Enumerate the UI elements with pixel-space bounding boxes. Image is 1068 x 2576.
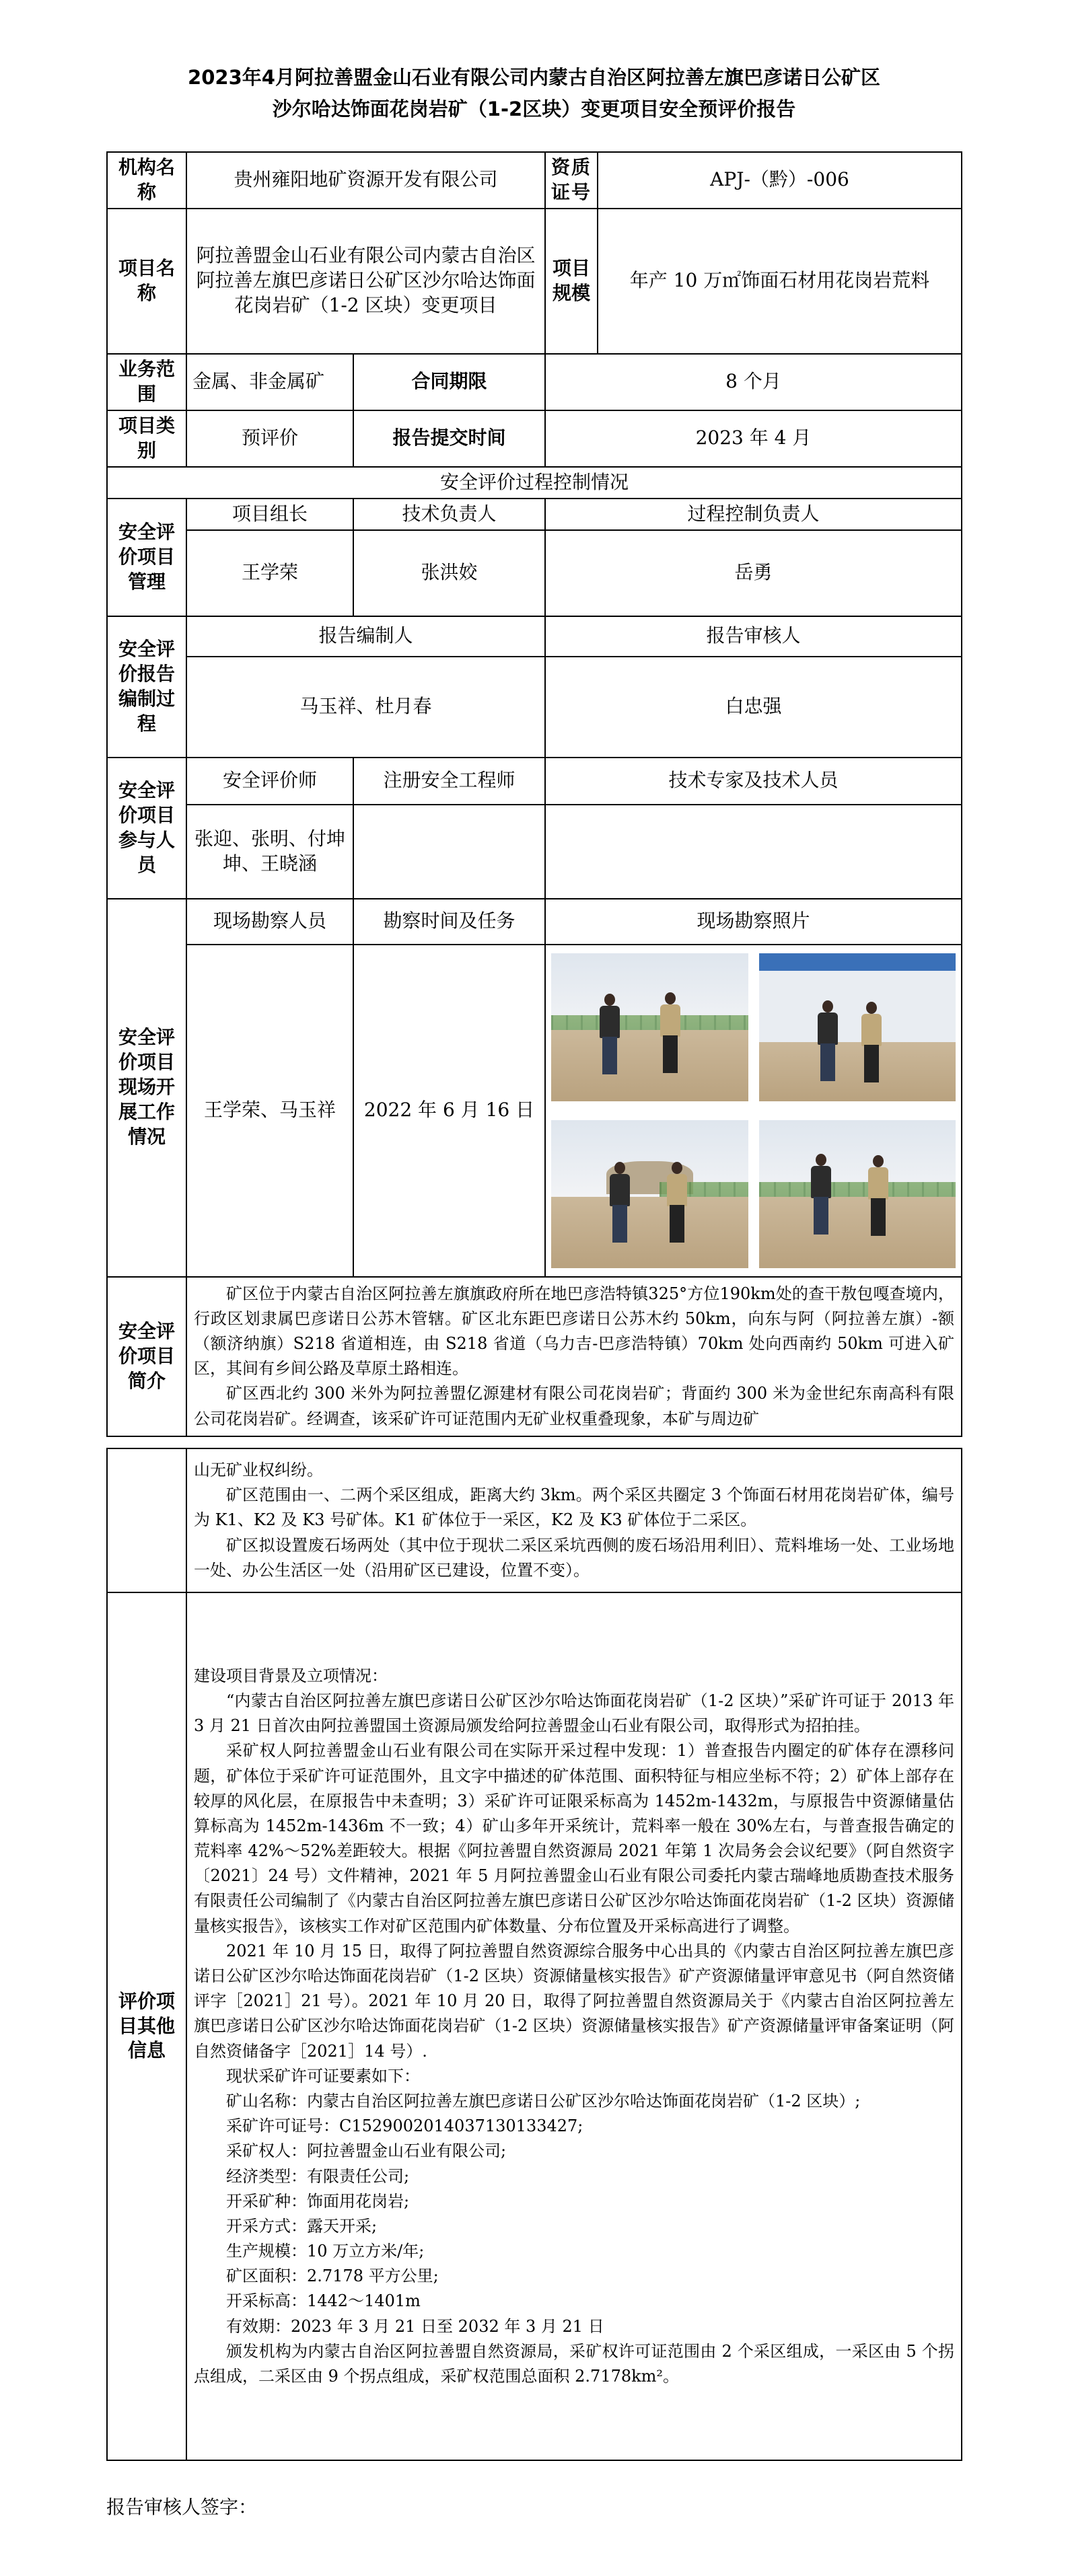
author-label: 报告编制人 — [186, 616, 545, 657]
report-title-line-1: 2023年4月阿拉善盟金山石业有限公司内蒙古自治区阿拉善左旗巴彦诺日公矿区 — [188, 66, 880, 89]
process-lead-value: 岳勇 — [545, 530, 962, 616]
evaluation-form-table — [106, 151, 962, 1437]
license-item-1: 矿山名称：内蒙古自治区阿拉善左旗巴彦诺日公矿区沙尔哈达饰面花岗岩矿（1-2 区块）; — [226, 2091, 861, 2110]
contract-label: 合同期限 — [353, 354, 545, 410]
evaluation-form-table-continued — [106, 1448, 962, 2461]
mgmt-label: 安全评价项目管理 — [107, 499, 186, 616]
project-name-label: 项目名称 — [107, 209, 186, 354]
license-item-6: 开采方式：露天开采; — [226, 2216, 378, 2236]
reviewer-label: 报告审核人 — [545, 616, 962, 657]
type-label: 项目类别 — [107, 410, 186, 467]
other-paragraph-3: 2021 年 10 月 15 日，取得了阿拉善盟自然资源综合服务中心出具的《内蒙古自治区阿拉善左旗巴彦诺日公矿区沙尔哈达饰面花岗岩矿（1-2 区块）资源储量核实报告》矿产资源储量评审意见书（阿自然资储评字［2021］21 号）。2021 年 10 月 20 日，取得了阿拉善盟自然资源局关于《内蒙古自治区阿拉善左旗巴彦诺日公矿区沙尔哈达饰面花岗岩矿（1-2 区块）资源储量核实报告》矿产资源储量评审备案证明（阿自然资储备字［2021］14 号）. — [194, 1941, 954, 2061]
other-paragraph-1: “内蒙古自治区阿拉善左旗巴彦诺日公矿区沙尔哈达饰面花岗岩矿（1-2 区块）”采矿许可证于 2013 年 3 月 21 日首次由阿拉善盟国土资源局颁发给阿拉善盟金山石业有限公司，取得形式为招拍挂。 — [194, 1691, 954, 1736]
reviewer-signature-label: 报告审核人签字： — [106, 2496, 258, 2518]
site-photo-3 — [551, 1120, 748, 1268]
photo-grid — [550, 949, 957, 1272]
project-scale-value: 年产 10 万㎡饰面石材用花岗岩荒料 — [598, 209, 962, 354]
compile-label: 安全评价报告编制过程 — [107, 616, 186, 758]
intro-continued-1: 山无矿业权纠纷。 — [194, 1461, 323, 1480]
intro-continued — [186, 1448, 962, 1592]
field-photo-label: 现场勘察照片 — [545, 899, 962, 945]
cert-value: APJ-（黔）-006 — [598, 152, 962, 209]
evaluator-value: 张迎、张明、付坤坤、王晓涵 — [186, 805, 353, 899]
org-value: 贵州雍阳地矿资源开发有限公司 — [186, 152, 545, 209]
other-info-label: 评价项目其他信息 — [107, 1592, 186, 2460]
evaluator-label: 安全评价师 — [186, 758, 353, 805]
site-photo-2 — [759, 953, 956, 1101]
other-paragraph-4: 现状采矿许可证要素如下： — [226, 2066, 420, 2086]
license-item-5: 开采矿种：饰面用花岗岩; — [226, 2191, 410, 2211]
expert-label: 技术专家及技术人员 — [545, 758, 962, 805]
cert-label: 资质证号 — [545, 152, 598, 209]
intro-label: 安全评价项目简介 — [107, 1277, 186, 1436]
project-scale-label: 项目规模 — [545, 209, 598, 354]
members-label: 安全评价项目参与人员 — [107, 758, 186, 899]
reviewer-value: 白忠强 — [545, 657, 962, 758]
process-lead-label: 过程控制负责人 — [545, 499, 962, 530]
other-info-body — [186, 1592, 962, 2460]
license-item-7: 生产规模：10 万立方米/年; — [226, 2242, 425, 2261]
field-label: 安全评价项目现场开展工作情况 — [107, 899, 186, 1277]
field-people-label: 现场勘察人员 — [186, 899, 353, 945]
other-heading: 建设项目背景及立项情况： — [194, 1666, 388, 1685]
author-value: 马玉祥、杜月春 — [186, 657, 545, 758]
field-people-value: 王学荣、马玉祥 — [186, 945, 353, 1277]
type-value: 预评价 — [186, 410, 353, 467]
business-label: 业务范围 — [107, 354, 186, 410]
engineer-value — [353, 805, 545, 899]
project-name-value: 阿拉善盟金山石业有限公司内蒙古自治区阿拉善左旗巴彦诺日公矿区沙尔哈达饰面花岗岩矿（1-2 区块）变更项目 — [186, 209, 545, 354]
contract-value: 8 个月 — [545, 354, 962, 410]
leader-value: 王学荣 — [186, 530, 353, 616]
leader-label: 项目组长 — [186, 499, 353, 530]
submit-value: 2023 年 4 月 — [545, 410, 962, 467]
intro-continued-2: 矿区范围由一、二两个采区组成，距离大约 3km。两个采区共圈定 3 个饰面石材用花岗岩矿体，编号为 K1、K2 及 K3 号矿体。K1 矿体位于一采区，K2 及 K3 矿体位于二采区。 — [194, 1485, 954, 1530]
site-photo-4 — [759, 1120, 956, 1268]
license-item-2: 采矿许可证号：C1529002014037130133427; — [226, 2117, 583, 2136]
field-photos-cell — [545, 945, 962, 1277]
engineer-label: 注册安全工程师 — [353, 758, 545, 805]
license-item-3: 采矿权人：阿拉善盟金山石业有限公司; — [226, 2141, 507, 2161]
tech-lead-label: 技术负责人 — [353, 499, 545, 530]
license-item-4: 经济类型：有限责任公司; — [226, 2166, 410, 2186]
control-section-title: 安全评价过程控制情况 — [107, 467, 962, 499]
license-item-8: 矿区面积：2.7178 平方公里; — [226, 2267, 439, 2286]
intro-continued-3: 矿区拟设置废石场两处（其中位于现状二采区采坑西侧的废石场沿用利旧）、荒料堆场一处、工业场地一处、办公生活区一处（沿用矿区已建设，位置不变）。 — [194, 1535, 954, 1580]
expert-value — [545, 805, 962, 899]
field-time-value: 2022 年 6 月 16 日 — [353, 945, 545, 1277]
intro-body — [186, 1277, 962, 1436]
other-closing: 颁发机构为内蒙古自治区阿拉善盟自然资源局，采矿权许可证范围由 2 个采区组成，一采区由 5 个拐点组成，二采区由 9 个拐点组成，采矿权范围总面积 2.7178km²。 — [194, 2341, 954, 2386]
field-time-label: 勘察时间及任务 — [353, 899, 545, 945]
business-value: 金属、非金属矿 — [186, 354, 353, 410]
intro-paragraph-1: 矿区位于内蒙古自治区阿拉善左旗旗政府所在地巴彦浩特镇325°方位190km处的查干敖包嘎查境内，行政区划隶属巴彦诺日公苏木管辖。矿区北东距巴彦诺日公苏木约 50km，向东与阿（阿拉善左旗）-额（额济纳旗）S218 省道相连，由 S218 省道（乌力吉-巴彦浩特镇）70km 处向西南约 50km 可进入矿区，其间有乡间公路及草原土路相连。 — [194, 1284, 954, 1378]
license-item-9: 开采标高：1442～1401m — [226, 2291, 421, 2311]
license-item-10: 有效期：2023 年 3 月 21 日至 2032 年 3 月 21 日 — [226, 2316, 604, 2336]
tech-lead-value: 张洪姣 — [353, 530, 545, 616]
site-photo-1 — [551, 953, 748, 1101]
submit-label: 报告提交时间 — [353, 410, 545, 467]
other-paragraph-2: 采矿权人阿拉善盟金山石业有限公司在实际开采过程中发现：1）普查报告内圈定的矿体存在漂移问题，矿体位于采矿许可证范围外，且文字中描述的矿体范围、面积特征与相应坐标不符；2）矿体上部存在较厚的风化层，在原报告中未查明；3）采矿许可证限采标高为 1452m-1432m，与原报告中资源储量估算标高为 1452m-1436m 不一致；4）矿山多年开采统计，荒料率一般在 30%左右，与普查报告确定的荒料率 42%～52%差距较大。根据《阿拉善盟自然资源局 2021 年第 1 次局务会会议纪要》（阿自然资字〔2021〕24 号）文件精神，2021 年 5 月阿拉善盟金山石业有限公司委托内蒙古瑞峰地质勘查技术服务有限责任公司编制了《内蒙古自治区阿拉善左旗巴彦诺日公矿区沙尔哈达饰面花岗岩矿（1-2 区块）资源储量核实报告》，该核实工作对矿区范围内矿体数量、分布位置及开采标高进行了调整。 — [194, 1741, 954, 1936]
report-title-line-2: 沙尔哈达饰面花岗岩矿（1-2区块）变更项目安全预评价报告 — [272, 98, 796, 120]
intro-paragraph-2: 矿区西北约 300 米外为阿拉善盟亿源建材有限公司花岗岩矿；背面约 300 米为金世纪东南高科有限公司花岗岩矿。经调查，该采矿许可证范围内无矿业权重叠现象，本矿与周边矿 — [194, 1384, 954, 1428]
org-label: 机构名称 — [107, 152, 186, 209]
